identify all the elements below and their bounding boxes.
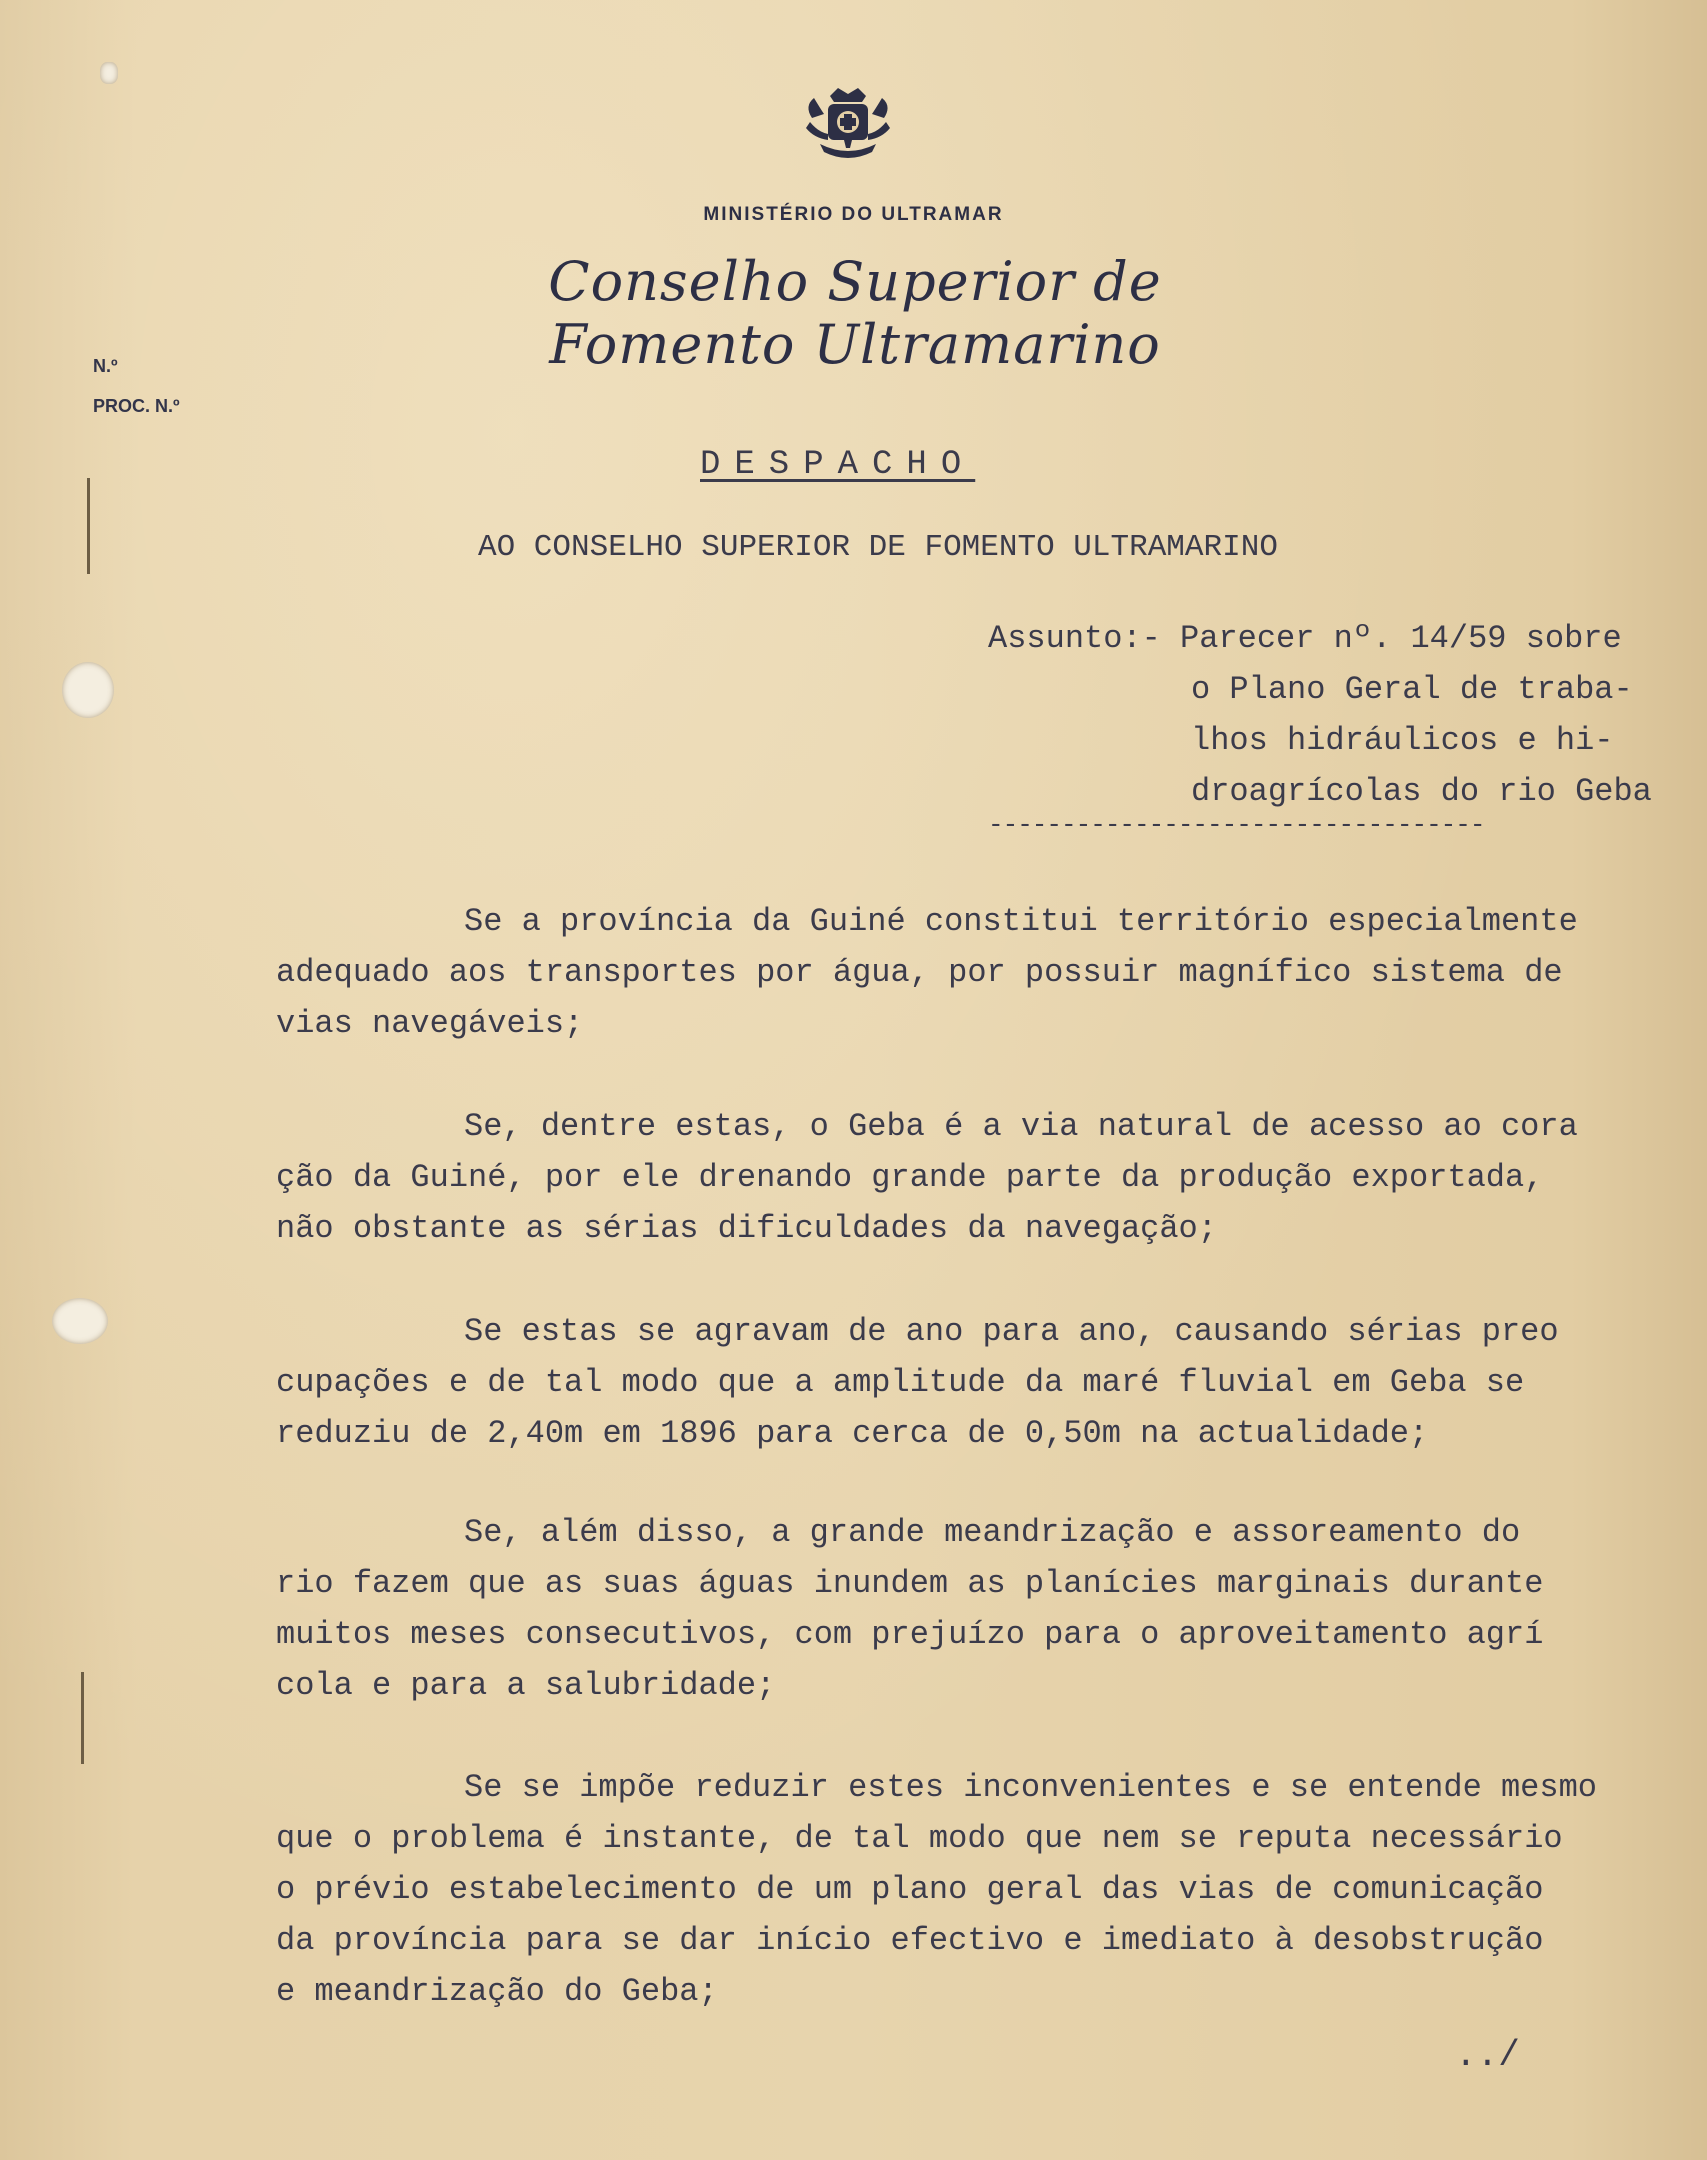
subject-line: o Plano Geral de traba- — [1191, 671, 1633, 708]
punch-hole — [62, 662, 114, 718]
paragraph — [276, 1507, 1646, 1711]
paragraph-line: Se se impõe reduzir estes inconvenientes e se entende mesmo — [464, 1769, 1597, 1806]
punch-hole — [52, 1298, 108, 1344]
addressee-line: AO CONSELHO SUPERIOR DE FOMENTO ULTRAMARINO — [478, 530, 1278, 565]
paragraph — [276, 1306, 1646, 1459]
subject-line: droagrícolas do rio Geba — [1191, 773, 1652, 810]
paragraph-line: vias navegáveis; — [276, 1005, 584, 1042]
paragraph — [276, 1101, 1646, 1254]
paragraph-line: Se, além disso, a grande meandrização e assoreamento do — [464, 1514, 1521, 1551]
paragraph-line: muitos meses consecutivos, com prejuízo para o aproveitamento agrí — [276, 1616, 1544, 1653]
paragraph-line: Se, dentre estas, o Geba é a via natural de acesso ao cora — [464, 1108, 1578, 1145]
paper-tear — [100, 62, 118, 84]
staple-mark — [81, 1672, 84, 1764]
paragraph-line: reduziu de 2,40m em 1896 para cerca de 0,50m na actualidade; — [276, 1415, 1429, 1452]
paragraph — [276, 896, 1646, 1049]
paragraph-line: Se estas se agravam de ano para ano, causando sérias preo — [464, 1313, 1559, 1350]
paragraph-line: e meandrização do Geba; — [276, 1973, 718, 2010]
document-title: DESPACHO — [700, 446, 976, 484]
paragraph-line: o prévio estabelecimento de um plano geral das vias de comunicação — [276, 1871, 1544, 1908]
council-heading: Conselho Superior de Fomento Ultramarino — [548, 250, 1162, 376]
continuation-mark: ../ — [1455, 2035, 1520, 2076]
staple-mark — [87, 478, 90, 574]
paragraph-line: não obstante as sérias dificuldades da navegação; — [276, 1210, 1217, 1247]
coat-of-arms-icon — [800, 88, 896, 166]
process-number-label: PROC. N.º — [93, 396, 180, 416]
paragraph-line: que o problema é instante, de tal modo que nem se reputa necessário — [276, 1820, 1563, 1857]
paragraph-line: adequado aos transportes por água, por possuir magnífico sistema de — [276, 954, 1563, 991]
paragraph — [276, 1762, 1646, 2017]
paragraph-line: cola e para a salubridade; — [276, 1667, 776, 1704]
paragraph-line: cupações e de tal modo que a amplitude da maré fluvial em Geba se — [276, 1364, 1525, 1401]
number-label: N.º — [93, 356, 118, 376]
paragraph-line: ção da Guiné, por ele drenando grande parte da produção exportada, — [276, 1159, 1544, 1196]
subject-block — [988, 613, 1652, 817]
subject-line: Assunto:- Parecer nº. 14/59 sobre — [988, 620, 1622, 657]
subject-line: lhos hidráulicos e hi- — [1191, 722, 1614, 759]
paragraph-line: da província para se dar início efectivo e imediato à desobstrução — [276, 1922, 1544, 1959]
paragraph-line: Se a província da Guiné constitui território especialmente — [464, 903, 1578, 940]
paragraph-line: rio fazem que as suas águas inundem as planícies marginais durante — [276, 1565, 1544, 1602]
ministry-heading: MINISTÉRIO DO ULTRAMAR — [703, 204, 1004, 225]
subject-rule: ---------------------------------- — [988, 810, 1485, 840]
